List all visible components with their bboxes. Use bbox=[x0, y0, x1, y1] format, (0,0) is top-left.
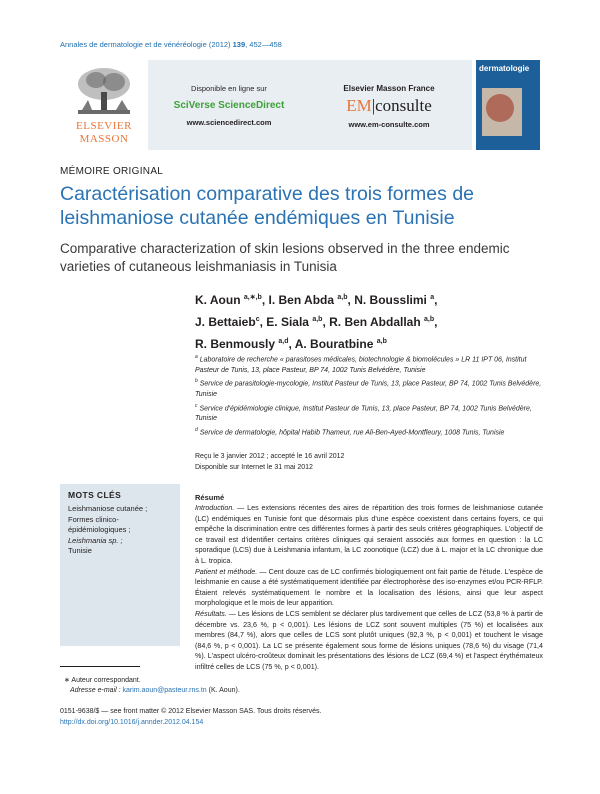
publisher-name-masson: MASSON bbox=[79, 133, 129, 145]
received-accepted-date: Reçu le 3 janvier 2012 ; accepté le 16 avril 2012 bbox=[195, 453, 345, 460]
affiliation-item: $^a$ Laboratoire de recherche « parasitoses médicales, biotechnologie & biomolécules » LR 11 IPT 06, Institut Pasteur de Tunis, 13, place Pasteur, BP 74, 1002 Tunis Belvédère, Tunisie bbox=[195, 354, 527, 374]
abstract-body bbox=[195, 503, 543, 673]
elsevier-tree-icon bbox=[74, 66, 134, 116]
sciencedirect-link[interactable]: www.sciencedirect.com bbox=[186, 118, 272, 127]
keyword-item: Tunisie bbox=[68, 546, 92, 555]
article-title-french: Caractérisation comparative des trois formes de leishmaniose cutanée endémiques en Tunisie bbox=[60, 183, 475, 229]
publisher-banner bbox=[60, 60, 472, 150]
journal-reference: Annales de dermatologie et de vénéréologie (2012) 139, 452—458 bbox=[60, 40, 282, 49]
sciencedirect-block bbox=[152, 70, 306, 142]
keywords-title: MOTS CLÉS bbox=[68, 490, 122, 500]
affiliation-item: $^c$ Service d'épidémiologie clinique, Institut Pasteur de Tunis, 13, place Pasteur, BP 74, 1002 Tunis Belvédère, Tunisie bbox=[195, 402, 532, 423]
affiliation-list bbox=[195, 352, 545, 439]
publisher-name-elsevier: ELSEVIER bbox=[76, 120, 132, 132]
keyword-item: Formes clinico-épidémiologiques ; bbox=[68, 514, 131, 534]
author: R. Ben Abdallah $^{a,b}$ bbox=[329, 315, 435, 329]
keyword-item: Leishmaniose cutanée ; bbox=[68, 504, 148, 513]
sciencedirect-name: SciVerse ScienceDirect bbox=[173, 100, 285, 111]
cover-title: dermatologie bbox=[479, 64, 530, 73]
author-email-link[interactable]: karim.aoun@pasteur.rns.tn bbox=[122, 687, 207, 694]
journal-cover-thumbnail bbox=[476, 60, 540, 150]
article-dates bbox=[195, 452, 540, 473]
author: R. Benmously $^{a,d}$ bbox=[195, 337, 289, 351]
em-consulte-block bbox=[310, 70, 468, 142]
abstract-title: Résumé bbox=[195, 493, 225, 502]
author: K. Aoun $^{a,∗,b}$ bbox=[195, 293, 262, 307]
corresponding-author-note: ∗ Auteur correspondant. bbox=[64, 677, 141, 684]
author: A. Bouratbine $^{a,b}$ bbox=[294, 337, 387, 351]
em-consulte-logo: EM|consulte bbox=[346, 96, 432, 115]
online-date: Disponible sur Internet le 31 mai 2012 bbox=[195, 463, 313, 471]
affiliation-item: $^b$ Service de parasitologie-mycologie, Institut Pasteur de Tunis, 13, place Pasteur, BP 74, 1002 Tunis Belvédère, Tunisie bbox=[195, 378, 542, 399]
online-availability-label: Disponible en ligne sur bbox=[191, 84, 267, 93]
affiliation-item: $^d$ Service de dermatologie, hôpital Habib Thameur, rue Ali-Ben-Ayed-Montfleury, 1008 Tunis, Tunisie bbox=[195, 426, 505, 437]
em-consulte-title: Elsevier Masson France bbox=[343, 84, 435, 93]
abstract-introduction: Introduction. — Les extensions récentes des aires de répartition des trois formes de leishmaniose cutanée (LC) endémiques en Tunisie font que désormais plus d'une espèce coexistent dans certains foyers, ce qui empêche la discrimination entre ces différentes formes à partir des seuls critères géographiques. L'objectif de ce travail est d'identifier certains critères cliniques qui seraient associés aux formes en question : la LC sporadique (LCS) due à Leishmania infantum, la LC zoonotique (LCZ) due à L. major et la LC chronique due à L. tropica. bbox=[195, 504, 543, 565]
em-consulte-link[interactable]: www.em-consulte.com bbox=[348, 120, 430, 129]
cover-lesion-image bbox=[486, 94, 514, 122]
keyword-item: Leishmania sp. ; bbox=[68, 535, 123, 545]
author: I. Ben Abda $^{a,b}$ bbox=[268, 293, 348, 307]
elsevier-masson-logo bbox=[60, 60, 148, 150]
article-section-label: MÉMOIRE ORIGINAL bbox=[60, 166, 164, 177]
abstract-results: Résultats. — Les lésions de LCS semblent se déclarer plus tardivement que celles de LCZ (53,8 % à partir de décembre vs. 23,6 %, p < 0,001). Les lésions de LCZ sont souvent multiples (75 %) et localisées aux membres (84,7 %), alors que celles de LCS sont plutôt uniques (92,3 %, p < 0,001) et touchent le visage (84,6 %, p < 0,001). La LC se présente également sous forme de lésions uniques (78,6 %) du visage (71,4 %). L'aspect ulcéro-croûteux dominait les présentations des lésions de LCZ (69,4 %) et l'aspect érythémateux infiltré celles de LCS (75 %, p < 0,001). bbox=[195, 609, 543, 671]
article-title-english: Comparative characterization of skin lesions observed in the three endemic varieties of cutaneous leishmaniasis in Tunisia bbox=[60, 241, 510, 274]
author-list: K. Aoun $^{a,∗,b}$, I. Ben Abda $^{a,b}$, N. Bousslimi $^a$, J. Bettaieb$^c$, E. Siala $^{a,b}$, R. Ben Abdallah $^{a,b}$, R. Benmously $^{a,d}$, A. Bouratbine $^{a,b}$ bbox=[195, 293, 438, 351]
author: J. Bettaieb$^c$ bbox=[195, 315, 260, 329]
abstract-methods: Patient et méthode. — Cent douze cas de LC confirmés biologiquement ont fait partie de l'étude. L'espèce de leishmanie en cause a été systématiquement identifiée par électrophorèse des iso-enzymes et/ou PCR-RFLP. Étaient relevés systématiquement le nombre et la localisation des lésions, ainsi que leur aspect morphologique et le mois de leur apparition. bbox=[195, 567, 543, 608]
journal-volume: 139 bbox=[232, 40, 246, 49]
author: E. Siala $^{a,b}$ bbox=[266, 315, 323, 329]
footnote-divider bbox=[60, 666, 140, 667]
doi-link[interactable]: http://dx.doi.org/10.1016/j.annder.2012.04.154 bbox=[60, 719, 204, 726]
keywords-box bbox=[60, 484, 180, 646]
issn-copyright: 0151-9638/$ — see front matter © 2012 Elsevier Masson SAS. Tous droits réservés. bbox=[60, 708, 322, 715]
email-note: Adresse e-mail : karim.aoun@pasteur.rns.tn (K. Aoun). bbox=[70, 687, 240, 694]
keywords-list bbox=[68, 504, 174, 557]
author: N. Bousslimi $^a$ bbox=[354, 293, 435, 307]
